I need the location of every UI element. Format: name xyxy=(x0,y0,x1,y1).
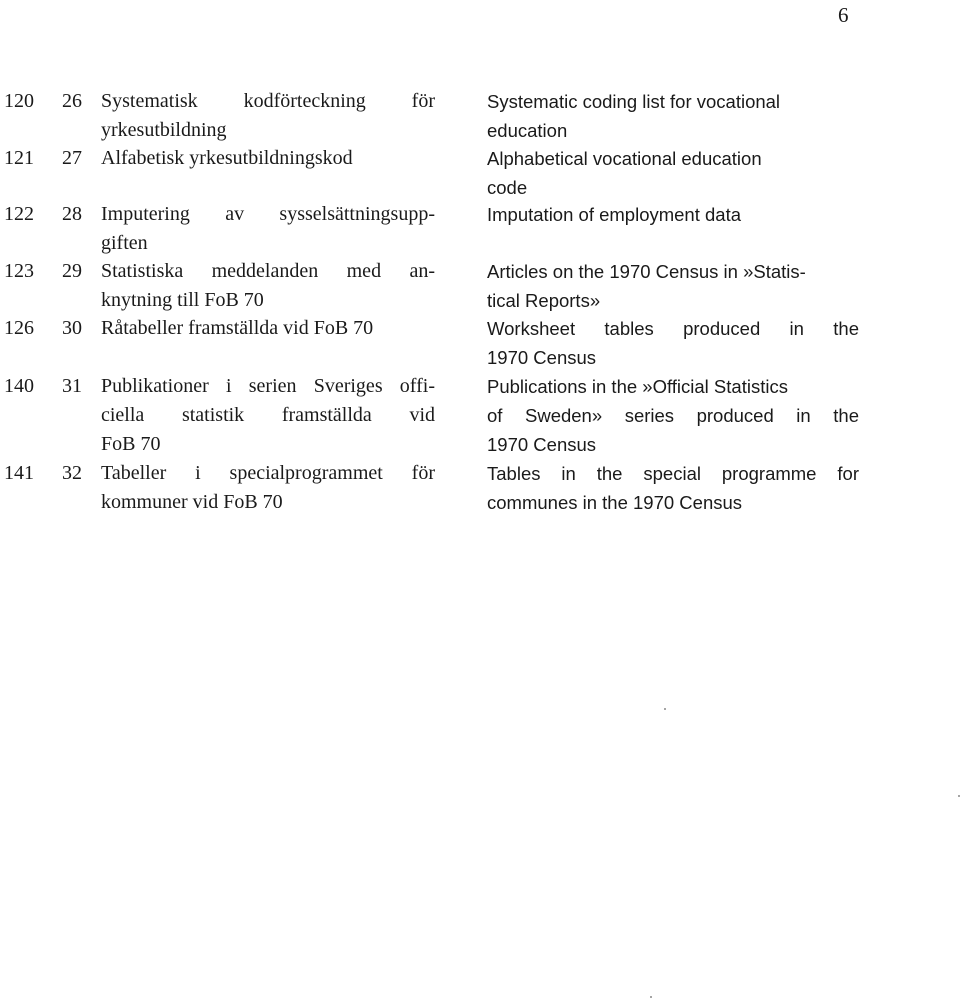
english-title-line: tical Reports» xyxy=(487,290,601,311)
english-title-line: 1970 Census xyxy=(487,434,597,455)
swedish-title-line: Imputering av sysselsättningsupp- xyxy=(101,203,435,225)
series-number: 28 xyxy=(62,203,82,225)
swedish-title-line: yrkesutbildning xyxy=(101,119,227,141)
english-title xyxy=(487,144,859,202)
swedish-title-line: Råtabeller framställda vid FoB 70 xyxy=(101,317,374,339)
swedish-title-line: Publikationer i serien Sveriges offi- xyxy=(101,375,435,397)
swedish-title-line: knytning till FoB 70 xyxy=(101,289,264,311)
publication-number: 121 xyxy=(4,147,34,169)
swedish-title xyxy=(101,257,435,315)
series-number: 27 xyxy=(62,147,82,169)
swedish-title xyxy=(101,459,435,517)
publication-number: 120 xyxy=(4,90,34,112)
scan-speck xyxy=(664,708,666,710)
english-title xyxy=(487,200,859,229)
swedish-title xyxy=(101,200,435,258)
swedish-title-line: giften xyxy=(101,232,148,254)
swedish-title xyxy=(101,144,435,173)
swedish-title-line: Alfabetisk yrkesutbildningskod xyxy=(101,147,353,169)
publication-number: 141 xyxy=(4,462,34,484)
english-title xyxy=(487,459,859,517)
publication-number: 126 xyxy=(4,317,34,339)
swedish-title-line: Systematisk kodförteckning för xyxy=(101,90,435,112)
publication-number: 122 xyxy=(4,203,34,225)
english-title-line: education xyxy=(487,120,568,141)
swedish-title xyxy=(101,314,435,343)
swedish-title-line: kommuner vid FoB 70 xyxy=(101,491,283,513)
english-title-line: Alphabetical vocational education xyxy=(487,148,762,169)
english-title-line: Publications in the »Official Statistics xyxy=(487,376,788,397)
english-title-line: communes in the 1970 Census xyxy=(487,492,743,513)
english-title-line: Tables in the special programme for xyxy=(487,463,859,484)
publication-number: 123 xyxy=(4,260,34,282)
english-title-line: Imputation of employment data xyxy=(487,204,742,225)
swedish-title xyxy=(101,372,435,459)
scan-speck xyxy=(650,996,652,998)
series-number: 29 xyxy=(62,260,82,282)
english-title-line: 1970 Census xyxy=(487,347,597,368)
swedish-title-line: Tabeller i specialprogrammet för xyxy=(101,462,435,484)
english-title xyxy=(487,314,859,372)
english-title-line: of Sweden» series produced in the xyxy=(487,405,859,426)
swedish-title-line: Statistiska meddelanden med an- xyxy=(101,260,435,282)
swedish-title-line: ciella statistik framställda vid xyxy=(101,404,435,426)
series-number: 26 xyxy=(62,90,82,112)
series-number: 30 xyxy=(62,317,82,339)
swedish-title xyxy=(101,87,435,145)
english-title-line: Articles on the 1970 Census in »Statis- xyxy=(487,261,806,282)
series-number: 31 xyxy=(62,375,82,397)
english-title-line: Worksheet tables produced in the xyxy=(487,318,859,339)
english-title-line: code xyxy=(487,177,528,198)
english-title-line: Systematic coding list for vocational xyxy=(487,91,781,112)
swedish-title-line: FoB 70 xyxy=(101,433,161,455)
page-number: 6 xyxy=(838,3,849,27)
english-title xyxy=(487,87,859,145)
series-number: 32 xyxy=(62,462,82,484)
english-title xyxy=(487,257,859,315)
publication-number: 140 xyxy=(4,375,34,397)
english-title xyxy=(487,372,859,459)
